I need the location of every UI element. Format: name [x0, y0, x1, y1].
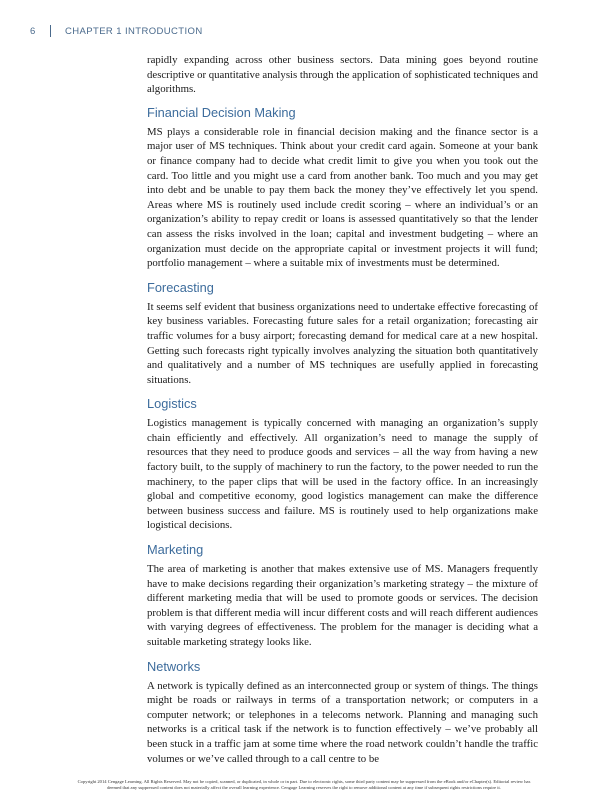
page-number: 6 [30, 25, 36, 37]
copyright-line-2: deemed that any suppressed content does not materially affect the overall learning experience. Cengage Learning reserves the right to remove additional content at any time if subsequent rights restrictions require it. [107, 785, 501, 791]
section-heading-logistics: Logistics [147, 396, 197, 412]
section-heading-networks: Networks [147, 658, 201, 674]
section-body-financial-decision-making: MS plays a considerable role in financial decision making and the finance sector is a major user of MS techniques. Think about your credit card again. Someone at your bank or finance company had to decide what credit limit to give you when you took out the card. Too little and you might use a card from another bank. Too much and you may get into debt and be unable to pay them back the money they’ve effectively let you spend. Areas where MS is routinely used include credit scoring – where an individual’s or an organization’s ability to repay credit or loans is assessed quantitatively so that the lender can assess the risks involved in the loan; capital and investment budgeting – where an organization must decide on the appropriate capital or investment projects it will fund; portfolio management – where a suitable mix of investments must be determined. [147, 125, 538, 270]
page-body [147, 53, 538, 766]
header-divider [50, 25, 51, 37]
section-heading-marketing: Marketing [147, 542, 204, 558]
section-body-forecasting: It seems self evident that business organizations need to undertake effective forecasting of key business variables. Forecasting future sales for a retail organization; forecasting air traffic volumes for a busy airport; forecasting demand for medical care at a new hospital. Getting such forecasts right typically involves analyzing the situation both quantitatively and qualitatively and a number of MS techniques are usefully applied in forecasting situations. [147, 300, 538, 386]
intro-paragraph: rapidly expanding across other business sectors. Data mining goes beyond routine descriptive or quantitative analysis through the application of sophisticated techniques and algorithms. [147, 54, 538, 96]
section-heading-forecasting: Forecasting [147, 279, 214, 295]
running-head [30, 24, 203, 38]
copyright-line-1: Copyright 2014 Cengage Learning. All Rights Reserved. May not be copied, scanned, or duplicated, in whole or in part. Due to electronic rights, some third party content may be suppressed from the eBook and/or eChapter(s). Editorial review has [77, 779, 531, 784]
section-body-networks: A network is typically defined as an interconnected group or system of things. The things might be roads or railways in terms of a transportation network; or computers in a computer network; or telephones in a telecoms network. Planning and managing such networks is a critical task if the network is to function effectively – we’ve probably all been stuck in a traffic jam at some time where the road network couldn’t handle the traffic volumes or we’ve called through to a call centre to be [147, 679, 538, 765]
section-body-marketing: The area of marketing is another that makes extensive use of MS. Managers frequently have to make decisions regarding their organization’s marketing strategy – the mixture of different marketing media that will be used to promote goods or services. The decision problem is that different media will incur different costs and will reach different audiences with varying degrees of effectiveness. The problem for the manager is deciding what a suitable marketing strategy looks like. [147, 563, 538, 648]
section-heading-financial-decision-making: Financial Decision Making [147, 104, 296, 120]
section-body-logistics: Logistics management is typically concerned with managing an organization’s supply chain efficiently and effectively. All organization’s need to manage the supply of resources that they need to produce goods and services – all the way from having a new factory built, to the supply of machinery to run the factory, to the power needed to run the machinery, to the paper clips that will be used in the factory office. In an increasingly global and competitive economy, good logistics management can make the difference between business success and failure. MS is routinely used to help organizations make logistical decisions. [147, 417, 538, 532]
chapter-title: CHAPTER 1 INTRODUCTION [65, 25, 203, 37]
copyright-footer [30, 779, 578, 791]
